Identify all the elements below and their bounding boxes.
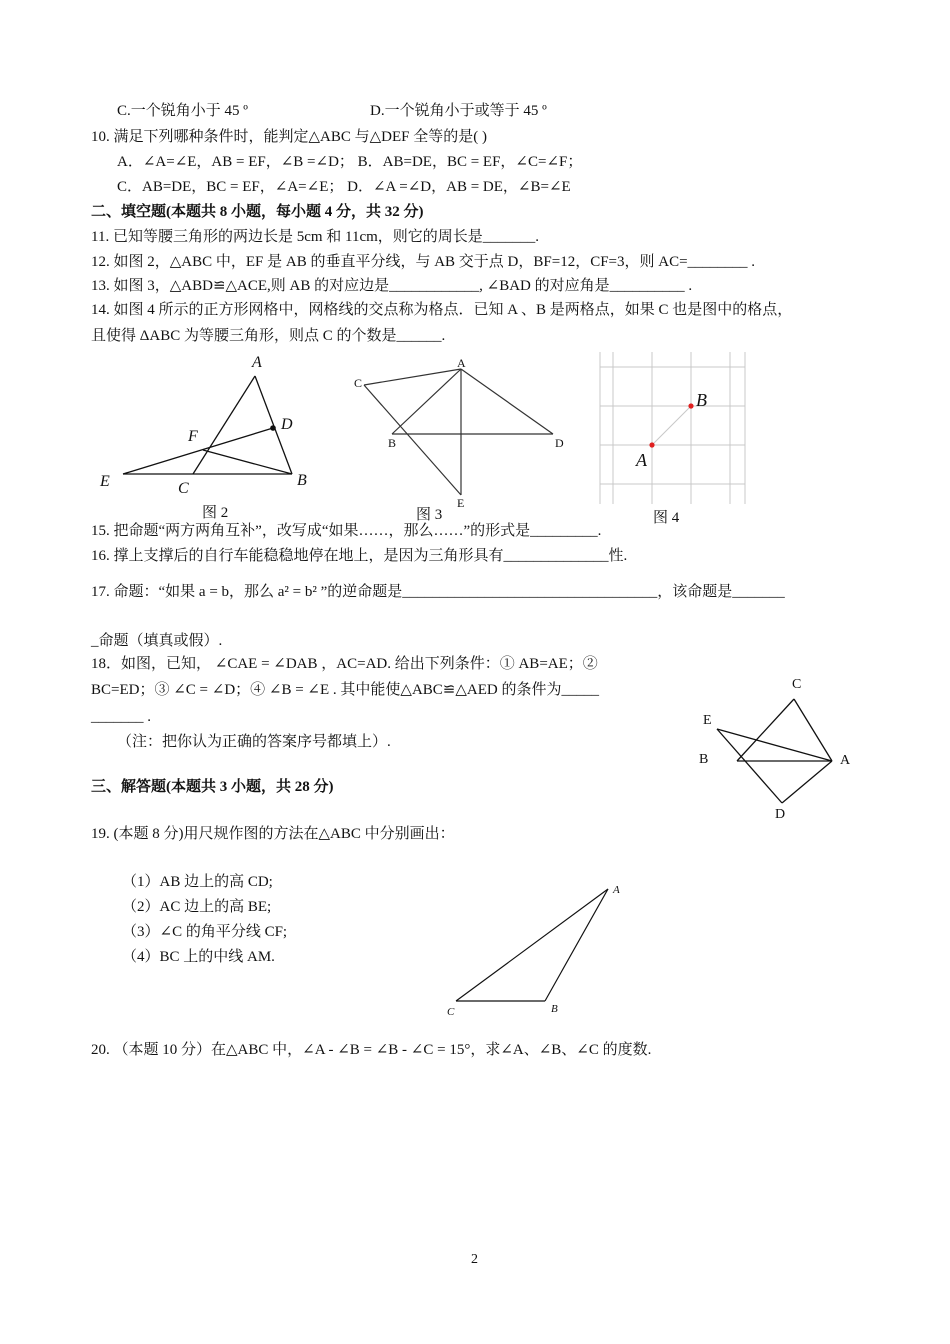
q17-line2: _命题（填真或假）. bbox=[91, 633, 223, 649]
q14-line1: 14. 如图 4 所示的正方形网格中，网格线的交点称为格点．已知 A 、B 是两格点，如果 C 也是图中的格点， bbox=[91, 302, 793, 318]
q18-line3: _______ . bbox=[91, 709, 151, 725]
fig2-label-a: A bbox=[252, 354, 262, 371]
fig19-label-a: A bbox=[613, 884, 620, 896]
fig4-caption: 图 4 bbox=[653, 510, 680, 526]
figure-2 bbox=[95, 350, 325, 525]
figure-q19 bbox=[440, 880, 640, 1020]
figure-4 bbox=[595, 352, 755, 527]
fig4-label-a: A bbox=[636, 450, 647, 470]
figure-3 bbox=[350, 355, 575, 525]
fig18-label-b: B bbox=[699, 752, 709, 767]
q19-item-4: （4）BC 上的中线 AM. bbox=[122, 949, 275, 965]
q19-item-1: （1）AB 边上的高 CD; bbox=[122, 874, 273, 890]
q9-option-c: C.一个锐角小于 45 º bbox=[117, 103, 248, 119]
q18-line1: 18．如图，已知， ∠CAE = ∠DAB ，AC=AD. 给出下列条件：① AB=AE；② bbox=[91, 656, 598, 672]
fig18-label-a: A bbox=[840, 753, 851, 768]
page-number: 2 bbox=[471, 1252, 478, 1267]
fig3-label-a: A bbox=[457, 356, 466, 370]
fig2-caption: 图 2 bbox=[202, 505, 229, 521]
q19-stem: 19. (本题 8 分)用尺规作图的方法在△ABC 中分别画出： bbox=[91, 826, 455, 842]
fig4-label-b: B bbox=[696, 390, 707, 410]
q20-text: 20. （本题 10 分）在△ABC 中，∠A - ∠B = ∠B - ∠C = 15°，求∠A、∠B、∠C 的度数. bbox=[91, 1042, 652, 1058]
q12-text: 12. 如图 2，△ABC 中，EF 是 AB 的垂直平分线，与 AB 交于点 D，BF=12，CF=3，则 AC=________ . bbox=[91, 254, 756, 270]
fig2-label-f: F bbox=[188, 428, 198, 445]
q9-option-d: D.一个锐角小于或等于 45 º bbox=[370, 103, 547, 119]
section2-title: 二、填空题(本题共 8 小题，每小题 4 分，共 32 分) bbox=[91, 204, 424, 220]
q10-options-ab: A．∠A=∠E，AB = EF，∠B =∠D； B．AB=DE，BC = EF，∠C=∠F； bbox=[117, 154, 583, 170]
figure-q18-drawing bbox=[695, 675, 855, 825]
fig3-caption: 图 3 bbox=[416, 507, 443, 523]
fig3-label-e: E bbox=[457, 496, 465, 510]
q16-text: 16. 撑上支撑后的自行车能稳稳地停在地上，是因为三角形具有______________性. bbox=[91, 548, 628, 564]
q11-text: 11. 已知等腰三角形的两边长是 5cm 和 11cm，则它的周长是_______. bbox=[91, 229, 540, 245]
fig2-label-e: E bbox=[100, 473, 110, 490]
q15-text: 15. 把命题“两方两角互补”，改写成“如果……，那么……”的形式是_________. bbox=[91, 523, 602, 539]
fig2-label-d: D bbox=[281, 416, 293, 433]
fig3-label-d: D bbox=[555, 436, 564, 450]
figure-4-grid bbox=[595, 352, 755, 512]
q18-note: （注：把你认为正确的答案序号都填上）. bbox=[117, 734, 391, 750]
fig18-label-d: D bbox=[775, 807, 786, 822]
fig2-label-c: C bbox=[178, 480, 189, 497]
figure-q18 bbox=[695, 675, 855, 825]
fig18-label-e: E bbox=[703, 713, 712, 728]
fig3-label-b: B bbox=[388, 436, 397, 450]
q17-line1: 17. 命题：“如果 a = b，那么 a² = b² ”的逆命题是__________________________________，该命题是_______ bbox=[91, 584, 785, 600]
q10-stem: 10. 满足下列哪种条件时，能判定△ABC 与△DEF 全等的是( ) bbox=[91, 129, 487, 145]
fig18-label-c: C bbox=[792, 677, 802, 692]
section3-title: 三、解答题(本题共 3 小题，共 28 分) bbox=[91, 779, 334, 795]
q14-line2: 且使得 ΔABC 为等腰三角形，则点 C 的个数是______. bbox=[91, 328, 446, 344]
q18-line2: BC=ED；③ ∠C = ∠D；④ ∠B = ∠E . 其中能使△ABC≌△AED 的条件为_____ bbox=[91, 682, 599, 698]
fig19-label-c: C bbox=[447, 1006, 455, 1018]
q19-item-3: （3）∠C 的角平分线 CF; bbox=[122, 924, 288, 940]
q13-text: 13. 如图 3，△ABD≌△ACE,则 AB 的对应边是____________, ∠BAD 的对应角是__________ . bbox=[91, 278, 693, 294]
figure-q19-drawing bbox=[440, 880, 640, 1020]
fig19-label-b: B bbox=[551, 1003, 558, 1015]
figure-2-drawing bbox=[95, 350, 325, 525]
q10-options-cd: C．AB=DE，BC = EF，∠A=∠E； D．∠A =∠D，AB = DE，∠B=∠E bbox=[117, 179, 571, 195]
q19-item-2: （2）AC 边上的高 BE; bbox=[122, 899, 272, 915]
fig2-label-b: B bbox=[297, 472, 307, 489]
fig3-label-c: C bbox=[354, 376, 363, 390]
